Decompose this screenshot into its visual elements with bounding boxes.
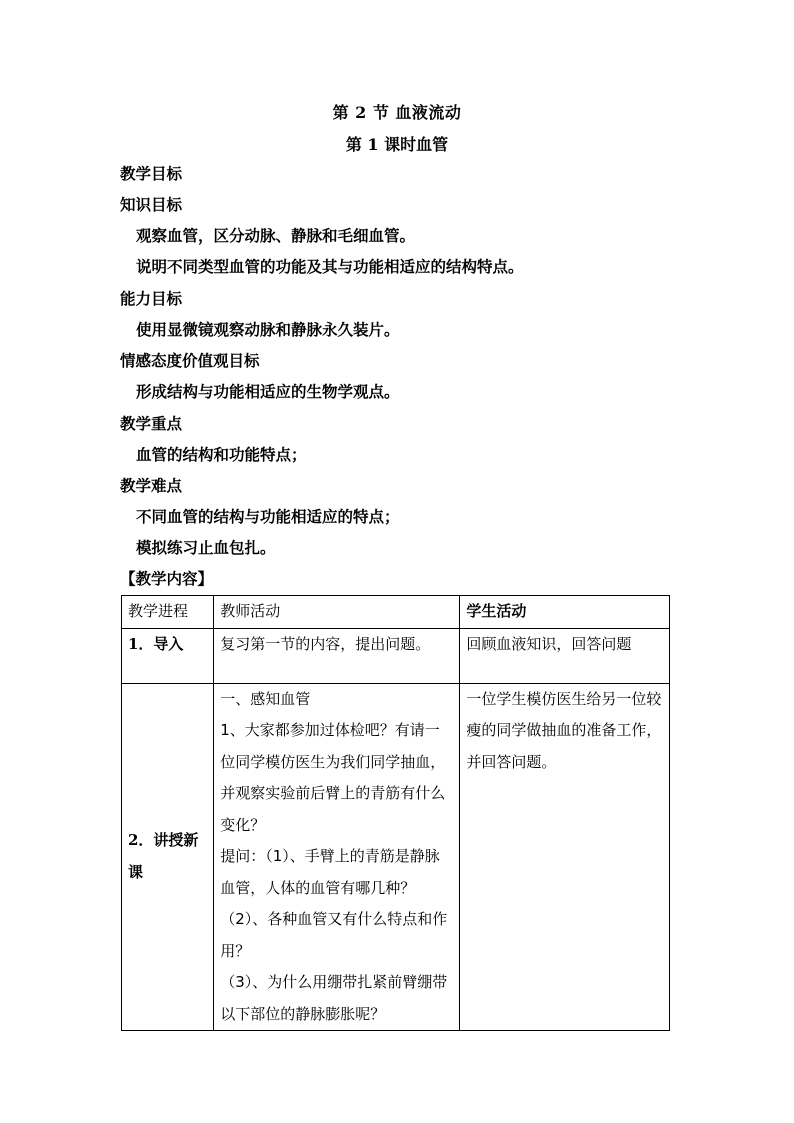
header-teacher: 教师活动 <box>214 596 460 629</box>
table-header-row <box>122 596 670 629</box>
key-heading: 教学重点 <box>120 414 183 433</box>
attitude-heading: 情感态度价值观目标 <box>120 351 260 370</box>
lesson-title: 第 2 节 血液流动 <box>332 103 462 122</box>
header-stage: 教学进程 <box>122 596 214 629</box>
key-item: 血管的结构和功能特点； <box>136 445 307 464</box>
row-stage: 1．导入 <box>122 628 214 683</box>
header-student: 学生活动 <box>460 596 670 629</box>
table-row <box>122 683 670 1031</box>
knowledge-heading: 知识目标 <box>120 195 183 214</box>
content-heading: 【教学内容】 <box>120 569 214 588</box>
difficulty-item: 模拟练习止血包扎。 <box>136 538 276 557</box>
difficulty-heading: 教学难点 <box>120 476 183 495</box>
row-teacher: 一、感知血管 1、大家都参加过体检吧？有请一位同学模仿医生为我们同学抽血，并观察实验前后臂上的青筋有什么变化？ 提问：（1）、手臂上的青筋是静脉血管，人体的血管有哪几种？ （2）、各种血管又有什么特点和作用？ （3）、为什么用绷带扎紧前臂绷带以下部位的静脉膨胀呢？ <box>214 683 460 1031</box>
ability-item: 使用显微镜观察动脉和静脉永久装片。 <box>136 320 400 339</box>
knowledge-item: 说明不同类型血管的功能及其与功能相适应的结构特点。 <box>136 257 524 276</box>
lesson-table <box>121 595 670 1031</box>
row-student: 一位学生模仿医生给另一位较瘦的同学做抽血的准备工作，并回答问题。 <box>460 683 670 1031</box>
lesson-subtitle: 第 1 课时血管 <box>345 135 449 154</box>
table-row <box>122 628 670 683</box>
attitude-item: 形成结构与功能相适应的生物学观点。 <box>136 382 400 401</box>
objectives-heading: 教学目标 <box>120 164 183 183</box>
row-student: 回顾血液知识，回答问题 <box>460 628 670 683</box>
row-teacher: 复习第一节的内容，提出问题。 <box>214 628 460 683</box>
ability-heading: 能力目标 <box>120 289 183 308</box>
row-stage: 2．讲授新课 <box>122 683 214 1031</box>
knowledge-item: 观察血管，区分动脉、静脉和毛细血管。 <box>136 226 416 245</box>
difficulty-item: 不同血管的结构与功能相适应的特点； <box>136 507 400 526</box>
